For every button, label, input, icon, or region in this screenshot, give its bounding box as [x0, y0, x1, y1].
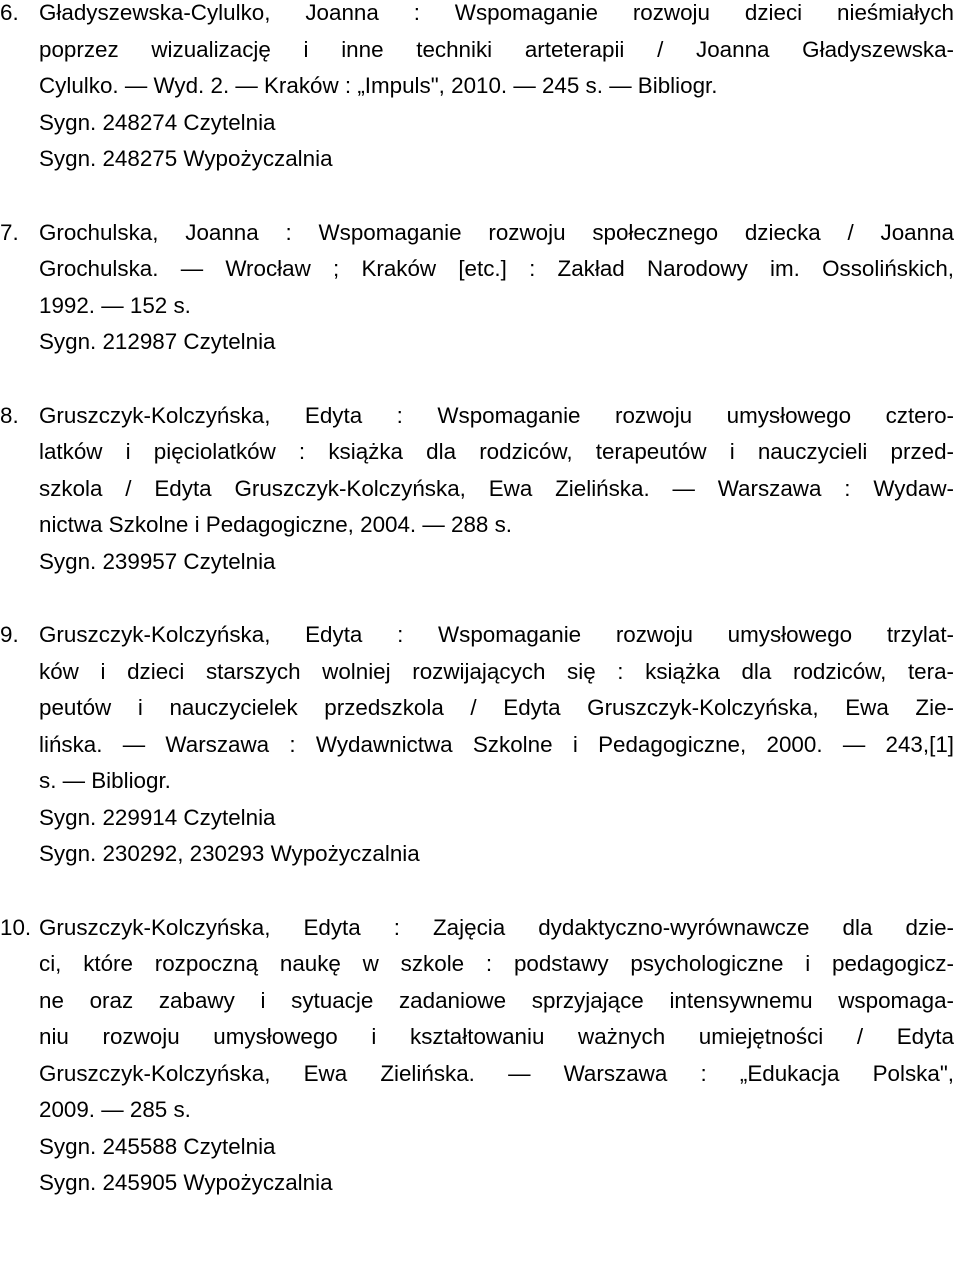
entry-number: 9.: [0, 622, 19, 647]
entry-description-line: Grochulska. — Wrocław ; Kraków [etc.] : Zakład Narodowy im. Ossolińskich,: [39, 256, 954, 281]
entry-description-line: 1992. — 152 s.: [39, 292, 191, 318]
bibliography-entry: [0, 0, 960, 178]
entry-shelfmark: Sygn. 212987 Czytelnia: [39, 329, 276, 354]
bibliography-entry: [0, 617, 960, 873]
entry-shelfmark: Sygn. 248275 Wypożyczalnia: [39, 146, 333, 171]
entry-description-line: Gładyszewska-Cylulko, Joanna : Wspomaganie rozwoju dzieci nieśmiałych: [39, 0, 954, 25]
bibliography-entry: [0, 398, 960, 581]
entry-description-line: ci, które rozpoczną naukę w szkole : podstawy psychologiczne i pedagogicz-: [39, 951, 954, 976]
entry-description-line: latków i pięciolatków : książka dla rodziców, terapeutów i nauczycieli przed-: [39, 439, 954, 464]
entry-description-line: szkola / Edyta Gruszczyk-Kolczyńska, Ewa Zielińska. — Warszawa : Wydaw-: [39, 475, 954, 501]
entry-shelfmark: Sygn. 229914 Czytelnia: [39, 804, 276, 830]
entry-description-line: 2009. — 285 s.: [39, 1097, 191, 1122]
bibliography-entry: [0, 215, 960, 361]
entry-description-line: lińska. — Warszawa : Wydawnictwa Szkolne i Pedagogiczne, 2000. — 243,[1]: [39, 731, 954, 757]
entry-description-line: ne oraz zabawy i sytuacje zadaniowe sprzyjające intensywnemu wspomaga-: [39, 987, 954, 1013]
bibliography-entry: [0, 910, 960, 1202]
entry-shelfmark: Sygn. 239957 Czytelnia: [39, 548, 276, 574]
entry-description-line: Grochulska, Joanna : Wspomaganie rozwoju społecznego dziecka / Joanna: [39, 219, 954, 245]
entry-description-line: nictwa Szkolne i Pedagogiczne, 2004. — 288 s.: [39, 512, 512, 537]
entry-description-line: peutów i nauczycielek przedszkola / Edyta Gruszczyk-Kolczyńska, Ewa Zie-: [39, 695, 954, 720]
entry-number: 6.: [0, 0, 19, 25]
entry-description-line: Gruszczyk-Kolczyńska, Edyta : Wspomaganie rozwoju umysłowego cztero-: [39, 402, 954, 428]
entry-description-line: Gruszczyk-Kolczyńska, Edyta : Zajęcia dydaktyczno-wyrównawcze dla dzie-: [39, 914, 954, 940]
entry-description-line: poprzez wizualizację i inne techniki arteterapii / Joanna Gładyszewska-: [39, 36, 954, 62]
entry-shelfmark: Sygn. 248274 Czytelnia: [39, 109, 276, 135]
entry-number: 7.: [0, 219, 19, 245]
entry-description-line: Cylulko. — Wyd. 2. — Kraków : „Impuls", 2010. — 245 s. — Bibliogr.: [39, 73, 718, 98]
entry-description-line: s. — Bibliogr.: [39, 768, 171, 793]
entry-shelfmark: Sygn. 245905 Wypożyczalnia: [39, 1170, 333, 1195]
entry-shelfmark: Sygn. 245588 Czytelnia: [39, 1133, 276, 1159]
entry-description-line: ków i dzieci starszych wolniej rozwijających się : książka dla rodziców, tera-: [39, 658, 954, 684]
entry-number: 10.: [0, 914, 32, 940]
entry-description-line: niu rozwoju umysłowego i kształtowaniu ważnych umiejętności / Edyta: [39, 1024, 954, 1049]
entry-shelfmark: Sygn. 230292, 230293 Wypożyczalnia: [39, 841, 420, 866]
entry-description-line: Gruszczyk-Kolczyńska, Edyta : Wspomaganie rozwoju umysłowego trzylat-: [39, 622, 954, 647]
entry-number: 8.: [0, 402, 19, 428]
entry-description-line: Gruszczyk-Kolczyńska, Ewa Zielińska. — Warszawa : „Edukacja Polska",: [39, 1060, 954, 1086]
